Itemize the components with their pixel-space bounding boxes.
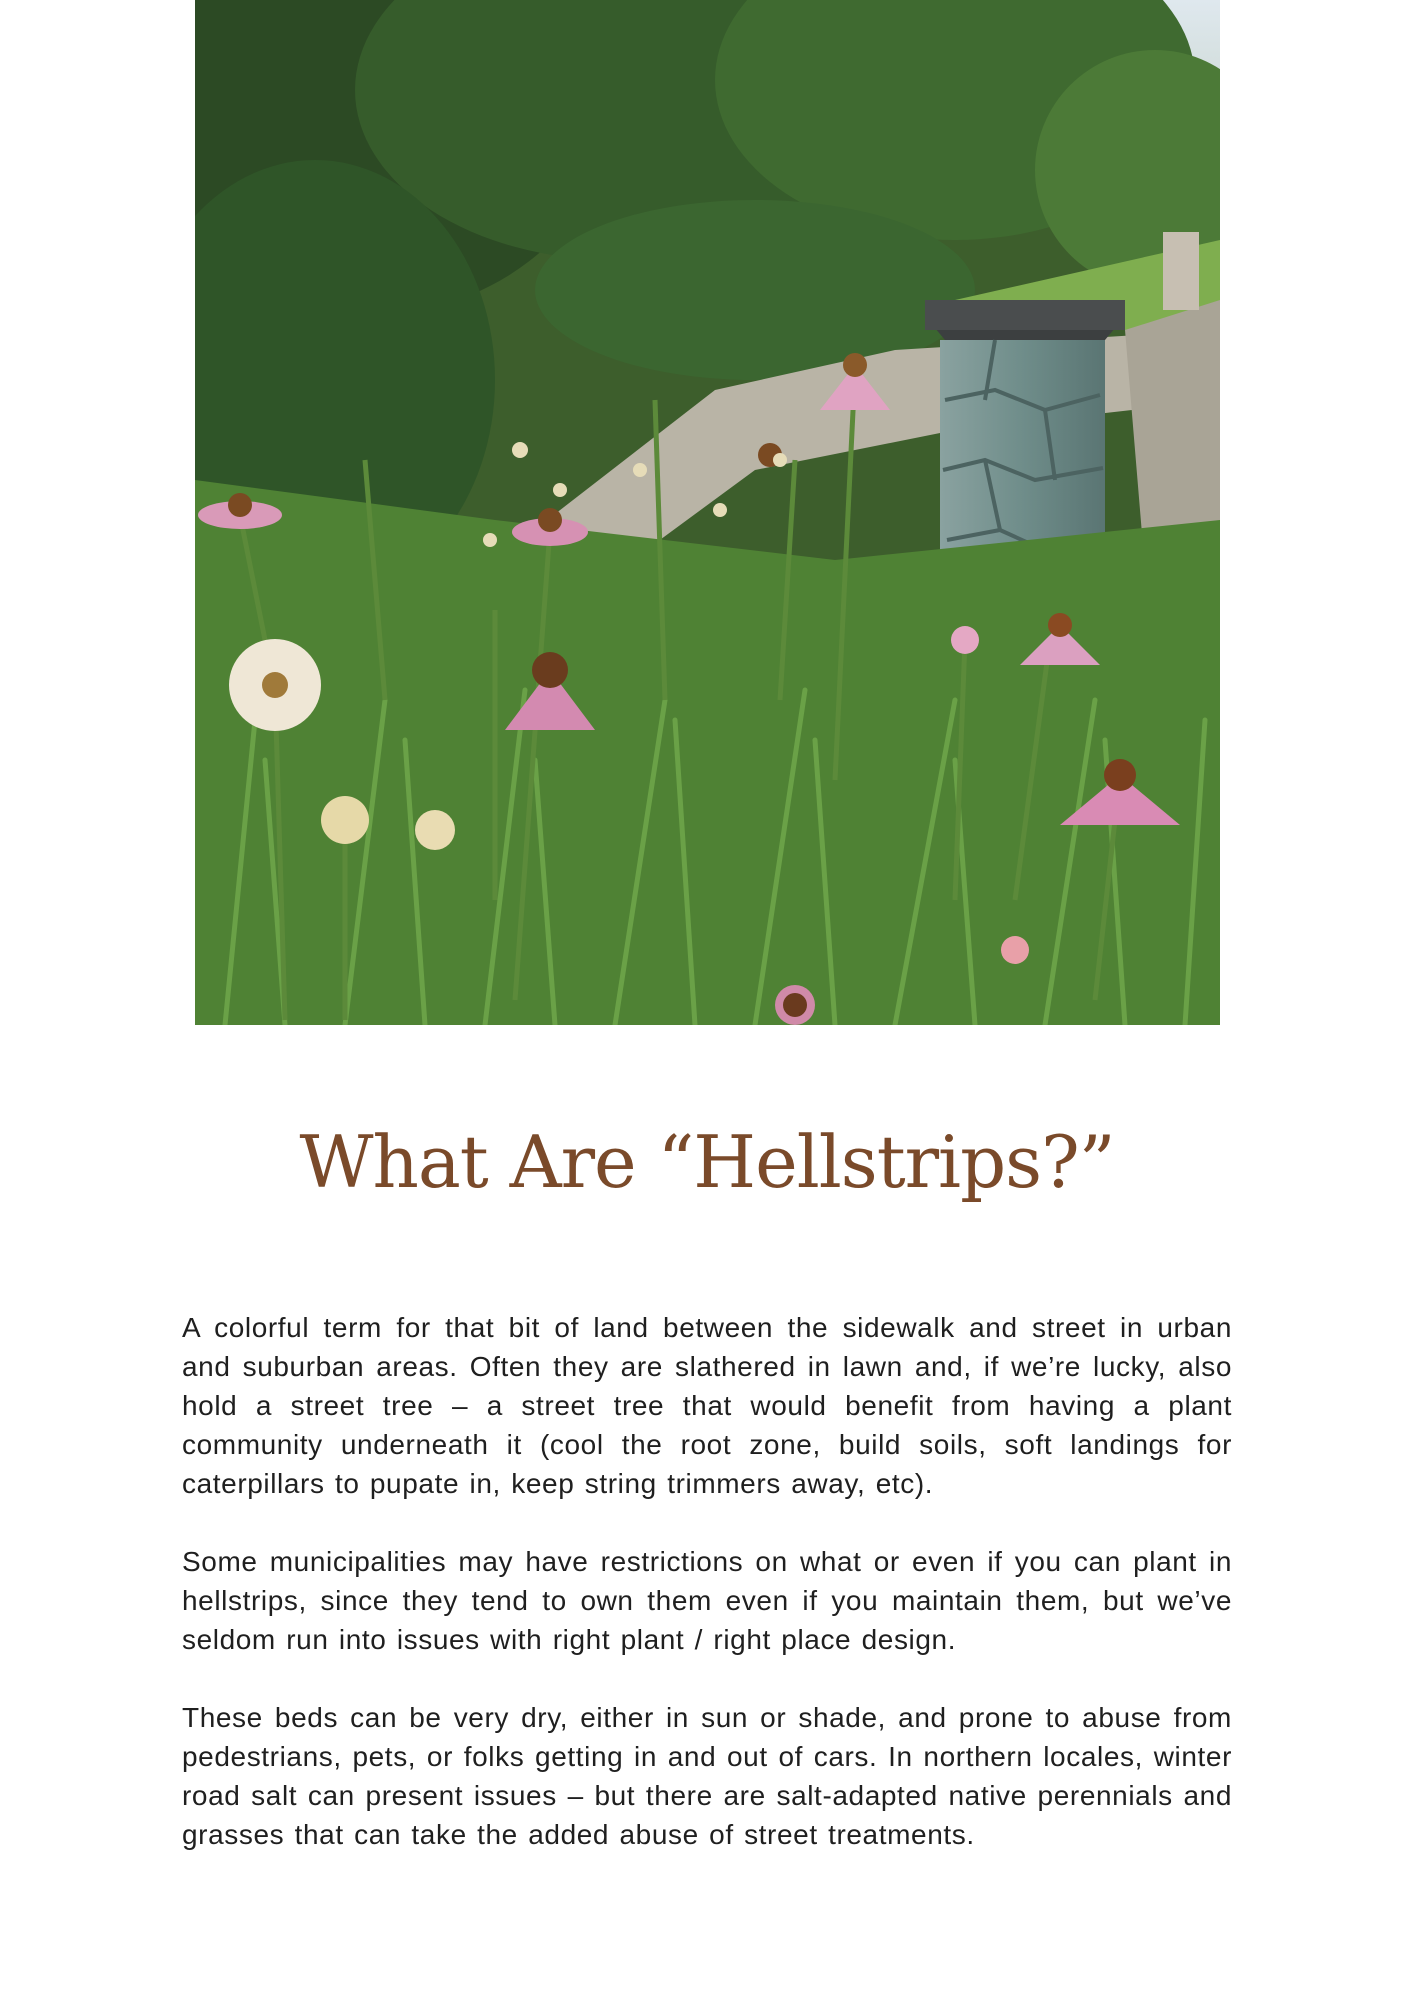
paragraph: A colorful term for that bit of land between the sidewalk and street in urban and suburban areas. Often they are slathered in lawn and, if we’re lucky, also hold a street tree – a street tree that would benefit from having a plant community underneath it (cool the root zone, build soils, soft landings for caterpillars to pupate in, keep string trimmers away, etc).	[182, 1312, 1232, 1499]
page-title: What Are “Hellstrips?”	[299, 1120, 1115, 1204]
paragraph: These beds can be very dry, either in sun or shade, and prone to abuse from pedestrians, pets, or folks getting in and out of cars. In northern locales, winter road salt can present issues – but there are salt-adapted native perennials and grasses that can take the added abuse of street treatments.	[182, 1702, 1232, 1850]
hellstrip-garden-photo	[195, 0, 1220, 1025]
paragraph: Some municipalities may have restrictions on what or even if you can plant in hellstrips, since they tend to own them even if you maintain them, but we’ve seldom run into issues with right plant / right place design.	[182, 1546, 1232, 1655]
garden-illustration	[195, 0, 1220, 1025]
article-body	[182, 1308, 1232, 1893]
